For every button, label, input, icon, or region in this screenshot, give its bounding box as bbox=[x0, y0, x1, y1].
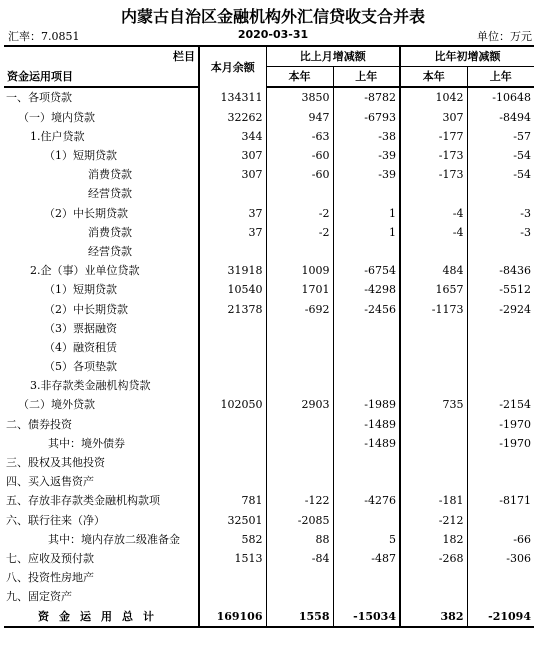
cell-balance bbox=[199, 376, 266, 395]
cell-month-this-year bbox=[266, 453, 333, 472]
cell-month-last-year: -1989 bbox=[333, 395, 400, 414]
cell-balance bbox=[199, 453, 266, 472]
cell-year-this-year bbox=[400, 415, 467, 434]
cell-year-this-year: -177 bbox=[400, 127, 467, 146]
table-row bbox=[4, 299, 534, 318]
cell-balance bbox=[199, 472, 266, 491]
cell-year-this-year bbox=[400, 453, 467, 472]
cell-year-this-year: 1657 bbox=[400, 280, 467, 299]
cell-month-last-year: -1489 bbox=[333, 415, 400, 434]
cell-month-last-year bbox=[333, 357, 400, 376]
cell-month-last-year bbox=[333, 242, 400, 261]
cell-year-last-year: -1970 bbox=[467, 434, 534, 453]
cell-balance bbox=[199, 587, 266, 606]
total-balance: 169106 bbox=[199, 606, 266, 626]
cell-month-last-year: -8782 bbox=[333, 87, 400, 107]
row-label: 二、债券投资 bbox=[6, 417, 72, 431]
total-month-this-year: 1558 bbox=[266, 606, 333, 626]
cell-month-this-year bbox=[266, 568, 333, 587]
cell-year-this-year: 307 bbox=[400, 108, 467, 127]
table-row bbox=[4, 568, 534, 587]
cell-month-last-year bbox=[333, 511, 400, 530]
cell-month-this-year bbox=[266, 319, 333, 338]
cell-balance: 37 bbox=[199, 223, 266, 242]
row-label: 1.住户贷款 bbox=[30, 129, 85, 143]
header-item-top: 栏目 bbox=[4, 46, 199, 67]
cell-balance: 32262 bbox=[199, 108, 266, 127]
cell-month-this-year: -692 bbox=[266, 299, 333, 318]
cell-balance: 1513 bbox=[199, 549, 266, 568]
cell-month-this-year bbox=[266, 434, 333, 453]
cell-year-this-year bbox=[400, 587, 467, 606]
unit-label: 单位：万元 bbox=[477, 30, 532, 43]
table-row bbox=[4, 165, 534, 184]
row-label: 消费贷款 bbox=[88, 225, 132, 239]
cell-month-last-year: -39 bbox=[333, 165, 400, 184]
cell-year-last-year: -3 bbox=[467, 223, 534, 242]
cell-year-this-year: 182 bbox=[400, 530, 467, 549]
cell-balance: 10540 bbox=[199, 280, 266, 299]
cell-month-this-year bbox=[266, 184, 333, 203]
cell-month-last-year: -6793 bbox=[333, 108, 400, 127]
cell-balance: 781 bbox=[199, 491, 266, 510]
table-row bbox=[4, 108, 534, 127]
cell-year-last-year bbox=[467, 184, 534, 203]
total-year-this-year: 382 bbox=[400, 606, 467, 626]
cell-balance bbox=[199, 319, 266, 338]
cell-year-this-year: -173 bbox=[400, 146, 467, 165]
table-row bbox=[4, 434, 534, 453]
table-row bbox=[4, 319, 534, 338]
cell-year-last-year: -8494 bbox=[467, 108, 534, 127]
cell-year-this-year: -4 bbox=[400, 204, 467, 223]
cell-month-this-year: 3850 bbox=[266, 87, 333, 107]
cell-year-this-year bbox=[400, 357, 467, 376]
cell-month-last-year: -4276 bbox=[333, 491, 400, 510]
total-row bbox=[4, 606, 534, 626]
row-label: 一、各项贷款 bbox=[6, 91, 72, 105]
row-label: （一）境内贷款 bbox=[18, 110, 95, 124]
cell-month-last-year bbox=[333, 453, 400, 472]
cell-year-last-year: -8171 bbox=[467, 491, 534, 510]
cell-month-this-year: 88 bbox=[266, 530, 333, 549]
cell-year-last-year: -10648 bbox=[467, 87, 534, 107]
cell-balance bbox=[199, 338, 266, 357]
cell-year-this-year: -268 bbox=[400, 549, 467, 568]
row-label: （3）票据融资 bbox=[44, 321, 117, 335]
cell-year-last-year bbox=[467, 357, 534, 376]
table-row bbox=[4, 280, 534, 299]
cell-year-last-year: -1970 bbox=[467, 415, 534, 434]
table-row bbox=[4, 549, 534, 568]
cell-month-this-year: -2 bbox=[266, 204, 333, 223]
cell-balance: 307 bbox=[199, 165, 266, 184]
cell-month-this-year: -60 bbox=[266, 146, 333, 165]
header-month-last-year: 上年 bbox=[333, 67, 400, 88]
row-label: （4）融资租赁 bbox=[44, 340, 117, 354]
cell-month-this-year bbox=[266, 587, 333, 606]
cell-balance bbox=[199, 415, 266, 434]
cell-month-last-year: -2456 bbox=[333, 299, 400, 318]
total-label: 资金运用总计 bbox=[4, 606, 199, 626]
table-row bbox=[4, 491, 534, 510]
cell-month-last-year: 1 bbox=[333, 204, 400, 223]
row-label: 八、投资性房地产 bbox=[6, 571, 94, 585]
cell-month-last-year bbox=[333, 338, 400, 357]
cell-year-this-year: 484 bbox=[400, 261, 467, 280]
cell-month-last-year: -39 bbox=[333, 146, 400, 165]
cell-balance: 21378 bbox=[199, 299, 266, 318]
table-row bbox=[4, 453, 534, 472]
cell-month-this-year: 2903 bbox=[266, 395, 333, 414]
row-label: 经营贷款 bbox=[88, 187, 132, 201]
table-row bbox=[4, 587, 534, 606]
cell-year-last-year: -66 bbox=[467, 530, 534, 549]
cell-year-this-year bbox=[400, 376, 467, 395]
report-title: 内蒙古自治区金融机构外汇信贷收支合并表 bbox=[120, 7, 425, 26]
row-label: （2）中长期贷款 bbox=[44, 302, 128, 316]
cell-year-last-year: -306 bbox=[467, 549, 534, 568]
credit-table bbox=[4, 45, 534, 628]
table-row bbox=[4, 127, 534, 146]
cell-month-last-year: -38 bbox=[333, 127, 400, 146]
cell-year-this-year: -181 bbox=[400, 491, 467, 510]
cell-year-this-year: 1042 bbox=[400, 87, 467, 107]
cell-year-this-year bbox=[400, 184, 467, 203]
cell-year-last-year bbox=[467, 376, 534, 395]
row-label: 四、买入返售资产 bbox=[6, 475, 94, 489]
row-label: 三、股权及其他投资 bbox=[6, 456, 105, 470]
table-row bbox=[4, 204, 534, 223]
cell-month-this-year bbox=[266, 376, 333, 395]
cell-month-this-year: -2085 bbox=[266, 511, 333, 530]
cell-month-last-year: -4298 bbox=[333, 280, 400, 299]
cell-year-last-year: -2154 bbox=[467, 395, 534, 414]
cell-month-last-year bbox=[333, 568, 400, 587]
cell-year-last-year bbox=[467, 453, 534, 472]
cell-year-last-year bbox=[467, 242, 534, 261]
row-label: 经营贷款 bbox=[88, 244, 132, 258]
cell-month-this-year: 947 bbox=[266, 108, 333, 127]
row-label: （1）短期贷款 bbox=[44, 283, 117, 297]
cell-balance bbox=[199, 184, 266, 203]
header-group-month: 比上月增减额 bbox=[266, 46, 400, 67]
table-body bbox=[4, 87, 534, 626]
cell-balance bbox=[199, 357, 266, 376]
row-label: 六、联行往来（净） bbox=[6, 513, 105, 527]
cell-year-this-year: -1173 bbox=[400, 299, 467, 318]
cell-year-this-year bbox=[400, 568, 467, 587]
cell-month-this-year: 1701 bbox=[266, 280, 333, 299]
table-row bbox=[4, 261, 534, 280]
header-balance: 本月余额 bbox=[199, 46, 266, 87]
cell-balance bbox=[199, 242, 266, 261]
cell-month-last-year bbox=[333, 587, 400, 606]
cell-month-this-year bbox=[266, 415, 333, 434]
cell-balance: 344 bbox=[199, 127, 266, 146]
cell-month-last-year bbox=[333, 376, 400, 395]
cell-year-this-year: -173 bbox=[400, 165, 467, 184]
cell-year-last-year: -2924 bbox=[467, 299, 534, 318]
cell-month-last-year: -6754 bbox=[333, 261, 400, 280]
row-label: 其中：境内存放二级准备金 bbox=[48, 532, 180, 546]
cell-balance bbox=[199, 434, 266, 453]
cell-month-last-year: -487 bbox=[333, 549, 400, 568]
table-row bbox=[4, 184, 534, 203]
cell-year-last-year bbox=[467, 338, 534, 357]
header-item-bottom: 资金运用项目 bbox=[4, 67, 199, 88]
row-label: 消费贷款 bbox=[88, 168, 132, 182]
table-row bbox=[4, 472, 534, 491]
cell-month-last-year bbox=[333, 472, 400, 491]
table-row bbox=[4, 87, 534, 107]
header-group-year: 比年初增减额 bbox=[400, 46, 534, 67]
cell-year-last-year bbox=[467, 511, 534, 530]
row-label: 五、存放非存款类金融机构款项 bbox=[6, 494, 160, 508]
row-label: 七、应收及预付款 bbox=[6, 551, 94, 565]
cell-month-last-year: -1489 bbox=[333, 434, 400, 453]
row-label: （5）各项垫款 bbox=[44, 360, 117, 374]
row-label: （二）境外贷款 bbox=[18, 398, 95, 412]
row-label: 九、固定资产 bbox=[6, 590, 72, 604]
cell-year-last-year bbox=[467, 319, 534, 338]
cell-balance: 134311 bbox=[199, 87, 266, 107]
cell-year-this-year: 735 bbox=[400, 395, 467, 414]
row-label: 其中：境外债券 bbox=[48, 436, 125, 450]
cell-balance: 37 bbox=[199, 204, 266, 223]
cell-year-last-year: -57 bbox=[467, 127, 534, 146]
cell-year-last-year bbox=[467, 472, 534, 491]
table-row bbox=[4, 511, 534, 530]
cell-month-this-year: 1009 bbox=[266, 261, 333, 280]
cell-month-last-year bbox=[333, 319, 400, 338]
table-row bbox=[4, 530, 534, 549]
cell-balance: 582 bbox=[199, 530, 266, 549]
header-month-this-year: 本年 bbox=[266, 67, 333, 88]
cell-year-this-year bbox=[400, 319, 467, 338]
cell-year-last-year bbox=[467, 568, 534, 587]
cell-balance: 102050 bbox=[199, 395, 266, 414]
cell-year-last-year: -5512 bbox=[467, 280, 534, 299]
cell-month-this-year: -63 bbox=[266, 127, 333, 146]
cell-year-this-year: -4 bbox=[400, 223, 467, 242]
cell-year-last-year bbox=[467, 587, 534, 606]
cell-balance bbox=[199, 568, 266, 587]
cell-balance: 32501 bbox=[199, 511, 266, 530]
cell-year-this-year bbox=[400, 434, 467, 453]
table-row bbox=[4, 338, 534, 357]
cell-month-this-year: -122 bbox=[266, 491, 333, 510]
cell-month-this-year bbox=[266, 357, 333, 376]
cell-month-this-year bbox=[266, 472, 333, 491]
cell-month-last-year bbox=[333, 184, 400, 203]
cell-year-last-year: -54 bbox=[467, 146, 534, 165]
table-row bbox=[4, 395, 534, 414]
cell-month-this-year: -60 bbox=[266, 165, 333, 184]
header-year-last-year: 上年 bbox=[467, 67, 534, 88]
cell-month-this-year bbox=[266, 338, 333, 357]
table-row bbox=[4, 415, 534, 434]
table-row bbox=[4, 376, 534, 395]
cell-balance: 307 bbox=[199, 146, 266, 165]
cell-month-this-year: -2 bbox=[266, 223, 333, 242]
row-label: 3.非存款类金融机构贷款 bbox=[30, 379, 151, 393]
total-month-last-year: -15034 bbox=[333, 606, 400, 626]
table-row bbox=[4, 146, 534, 165]
cell-year-last-year: -54 bbox=[467, 165, 534, 184]
header-year-this-year: 本年 bbox=[400, 67, 467, 88]
table-row bbox=[4, 357, 534, 376]
table-row bbox=[4, 242, 534, 261]
report-date: 2020-03-31 bbox=[237, 28, 309, 41]
row-label: 2.企（事）业单位贷款 bbox=[30, 264, 140, 278]
cell-balance: 31918 bbox=[199, 261, 266, 280]
cell-year-last-year: -3 bbox=[467, 204, 534, 223]
cell-year-this-year bbox=[400, 242, 467, 261]
row-label: （1）短期贷款 bbox=[44, 149, 117, 163]
cell-year-last-year: -8436 bbox=[467, 261, 534, 280]
row-label: （2）中长期贷款 bbox=[44, 206, 128, 220]
cell-year-this-year bbox=[400, 472, 467, 491]
cell-month-last-year: 5 bbox=[333, 530, 400, 549]
cell-year-this-year: -212 bbox=[400, 511, 467, 530]
cell-month-this-year: -84 bbox=[266, 549, 333, 568]
exchange-rate: 汇率：7.0851 bbox=[8, 30, 80, 43]
table-row bbox=[4, 223, 534, 242]
cell-year-this-year bbox=[400, 338, 467, 357]
cell-month-last-year: 1 bbox=[333, 223, 400, 242]
cell-month-this-year bbox=[266, 242, 333, 261]
total-year-last-year: -21094 bbox=[467, 606, 534, 626]
